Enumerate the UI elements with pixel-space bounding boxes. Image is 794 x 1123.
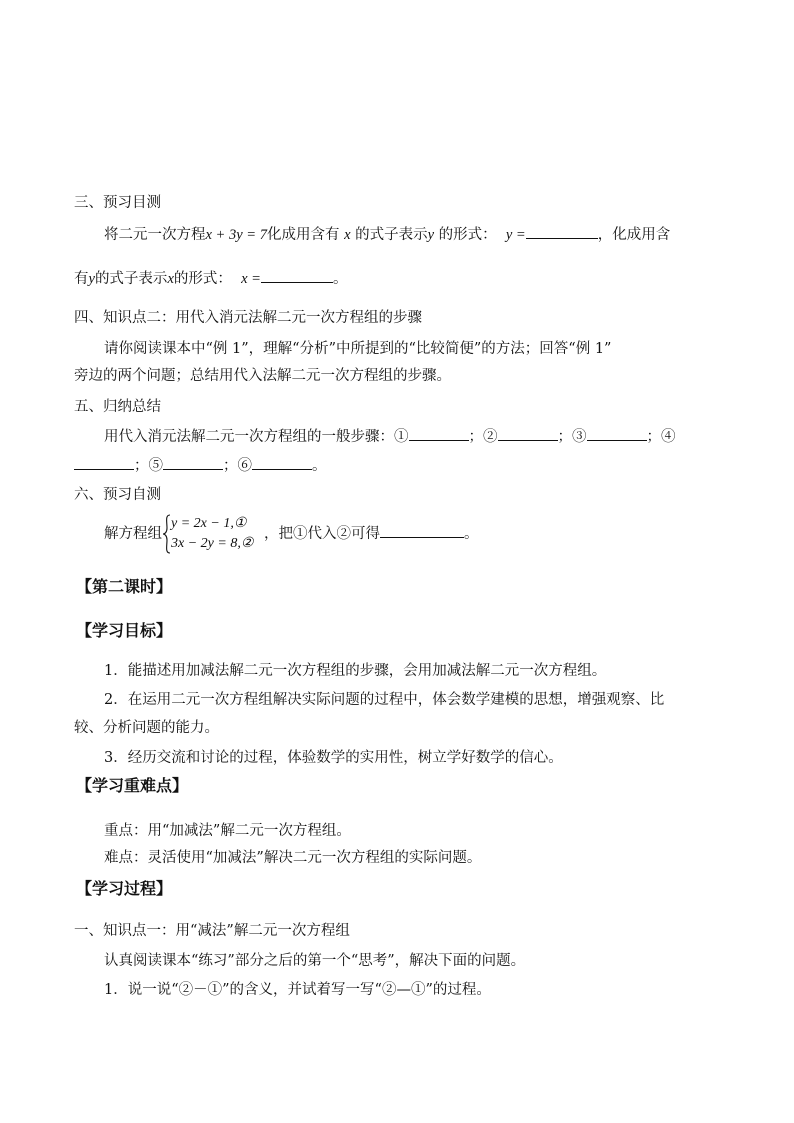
separator: ； (557, 429, 572, 445)
text: 的形式： (173, 271, 232, 287)
key-point: 重点：用“加减法”解二元一次方程组。 (104, 823, 351, 839)
answer-label-x: x = (241, 271, 261, 287)
difficult-point: 难点：灵活使用“加减法”解决二元一次方程组的实际问题。 (104, 850, 482, 866)
learning-process-title: 【学习过程】 (76, 879, 173, 898)
text: 的形式： (438, 227, 497, 243)
text: 解方程组 (104, 526, 162, 542)
section-5-line-1 (104, 426, 676, 447)
equation-2: 3x − 2y = 8,② (171, 536, 254, 551)
lesson-2-title: 【第二课时】 (76, 577, 173, 596)
period: 。 (312, 458, 327, 474)
period: 。 (464, 526, 479, 542)
step-marker-1: ① (394, 429, 409, 445)
equation: x + 3y = 7 (205, 227, 267, 243)
answer-blank-x[interactable] (261, 268, 333, 283)
goal-item-2: 2．在运用二元一次方程组解决实际问题的过程中，体会数学建模的思想，增强观察、比 (104, 692, 665, 708)
learning-goals-title: 【学习目标】 (76, 621, 173, 640)
section-4-paragraph-2: 旁边的两个问题；总结用代入法解二元一次方程组的步骤。 (74, 368, 451, 384)
step-blank-6[interactable] (252, 455, 312, 470)
text: 的式子表示 (355, 227, 428, 243)
separator: ； (468, 429, 483, 445)
step-blank-2[interactable] (498, 426, 558, 441)
separator: ； (223, 458, 238, 474)
separator: ； (134, 458, 149, 474)
step-blank-5[interactable] (163, 455, 223, 470)
text: 有 (74, 271, 89, 287)
step-marker-2: ② (483, 429, 498, 445)
text: ，把①代入②可得 (264, 526, 380, 542)
section-3-heading: 三、预习目测 (74, 195, 161, 211)
goal-item-3: 3．经历交流和讨论的过程，体验数学的实用性，树立学好数学的信心。 (104, 750, 563, 766)
section-6-line (104, 514, 479, 554)
step-blank-4[interactable] (74, 455, 134, 470)
var-y: y (88, 271, 95, 287)
answer-blank[interactable] (380, 523, 464, 538)
var-x: x (167, 271, 174, 287)
section-5-line-2 (74, 455, 327, 476)
text: 的式子表示 (94, 271, 168, 287)
knowledge-1-paragraph: 认真阅读课本“练习”部分之后的第一个“思考”，解决下面的问题。 (104, 953, 526, 969)
step-blank-3[interactable] (587, 426, 647, 441)
key-points-title: 【学习重难点】 (76, 776, 189, 795)
section-5-heading: 五、归纳总结 (74, 399, 161, 415)
knowledge-1-question-1: 1．说一说“②－①”的含义，并试着写一写“②—①”的过程。 (104, 982, 491, 998)
text: 化成用含有 (266, 227, 340, 243)
step-marker-6: ⑥ (237, 458, 252, 474)
step-marker-4: ④ (661, 429, 676, 445)
section-4-paragraph-1: 请你阅读课本中“例 1”，理解“分析”中所提到的“比较简便”的方法；回答“例 1” (104, 341, 612, 357)
step-blank-1[interactable] (409, 426, 469, 441)
var-y: y (427, 227, 435, 243)
step-marker-5: ⑤ (148, 458, 163, 474)
answer-label-y: y = (505, 227, 526, 243)
equation-1: y = 2x − 1,① (171, 516, 247, 531)
step-marker-3: ③ (572, 429, 587, 445)
answer-blank-y[interactable] (526, 224, 598, 239)
section-3-line-1 (104, 224, 670, 245)
separator: ； (646, 429, 661, 445)
text: 将二元一次方程 (104, 227, 206, 243)
text: 用代入消元法解二元一次方程组的一般步骤： (104, 429, 394, 445)
text: 。 (332, 271, 348, 287)
section-3-line-2 (74, 268, 347, 289)
section-6-heading: 六、预习自测 (74, 487, 161, 503)
goal-item-1: 1．能描述用加减法解二元一次方程组的步骤，会用加减法解二元一次方程组。 (104, 663, 607, 679)
section-4-heading: 四、知识点二：用代入消元法解二元一次方程组的步骤 (74, 310, 422, 326)
text: ，化成用含 (597, 227, 671, 243)
knowledge-1-heading: 一、知识点一：用“减法”解二元一次方程组 (74, 923, 350, 939)
equation-system (162, 514, 264, 554)
goal-item-2-cont: 较、分析问题的能力。 (74, 720, 219, 736)
var-x: x (344, 227, 351, 243)
